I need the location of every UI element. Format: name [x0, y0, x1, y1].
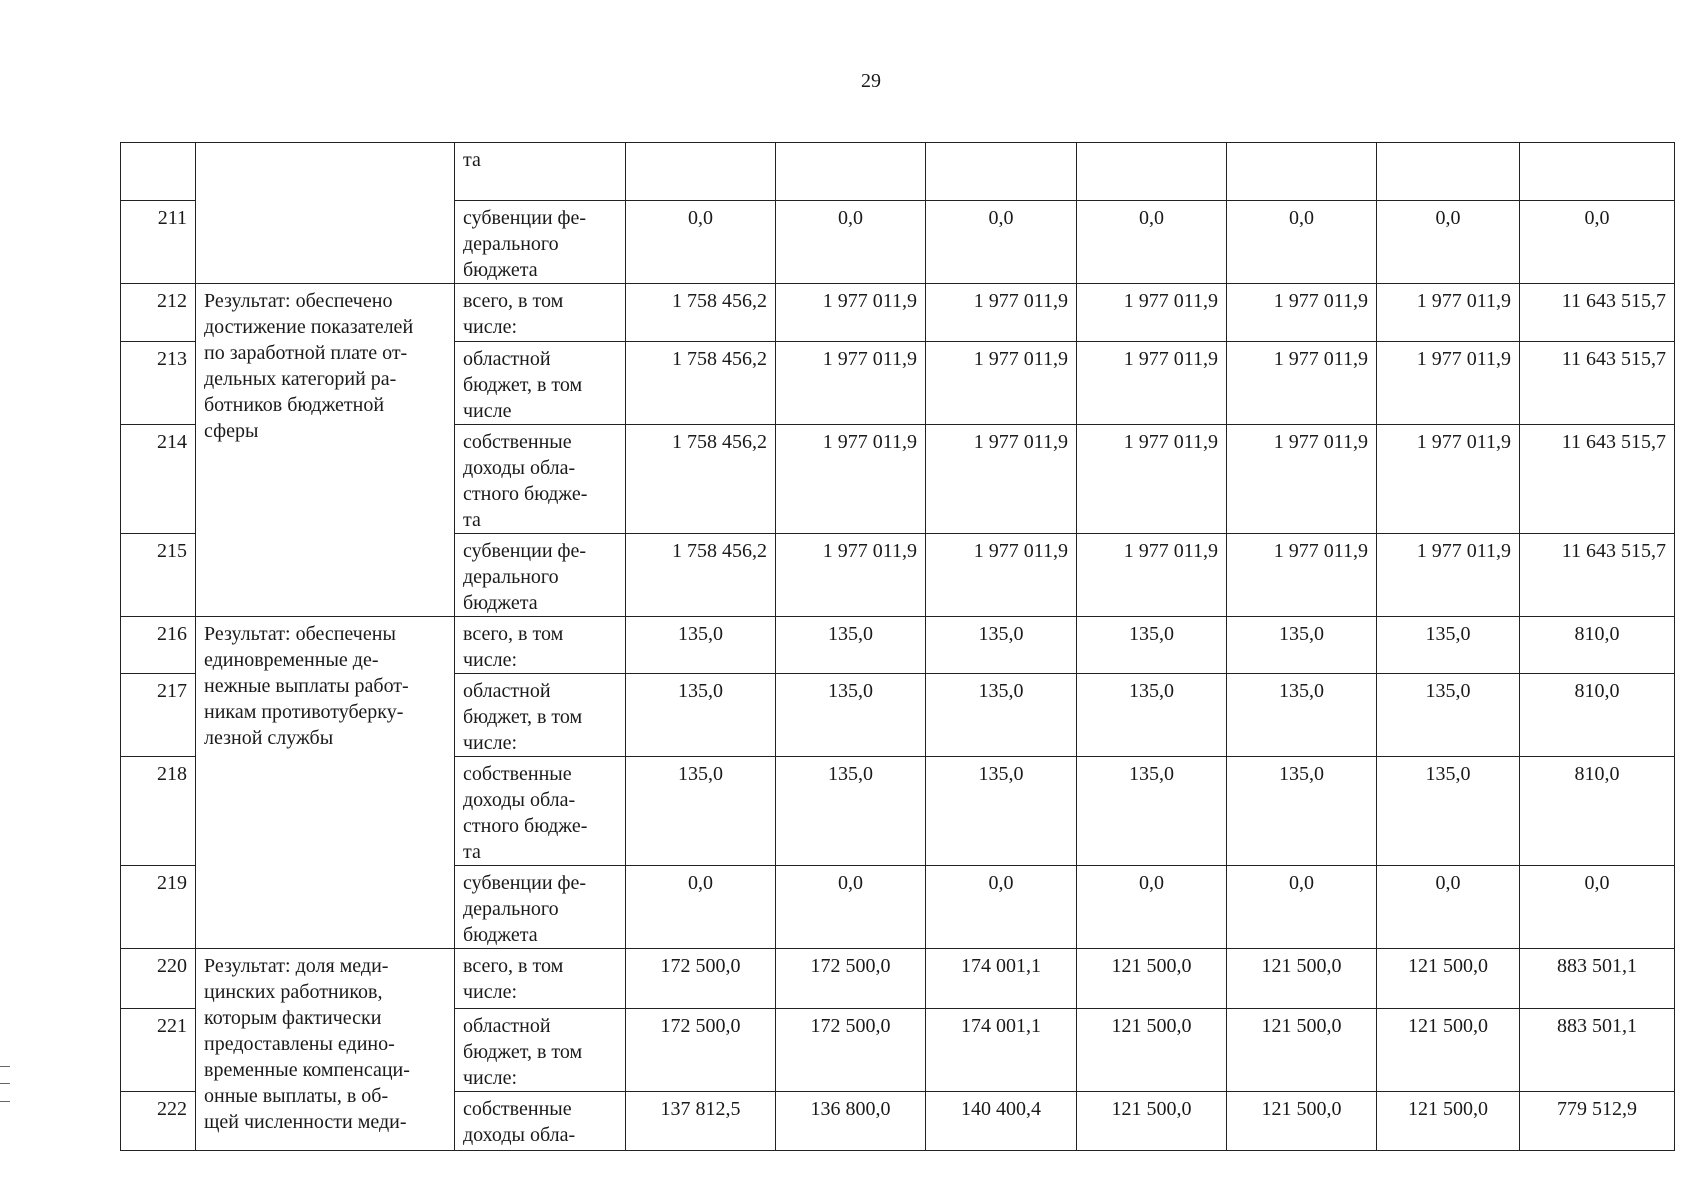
funding-source: собственные доходы обла- стного бюдже- та	[455, 425, 626, 534]
year-value: 1 977 011,9	[1227, 284, 1377, 342]
result-description	[196, 143, 455, 284]
year-value: 135,0	[1077, 617, 1227, 674]
year-value: 140 400,4	[926, 1092, 1077, 1151]
row-number: 217	[121, 674, 196, 757]
funding-source: всего, в том числе:	[455, 284, 626, 342]
table-row	[121, 617, 1675, 674]
year-value: 135,0	[1227, 617, 1377, 674]
total-value	[1520, 143, 1675, 201]
table-body	[121, 143, 1675, 1151]
page-number: 29	[861, 70, 881, 92]
year-value	[626, 143, 776, 201]
year-value: 135,0	[1377, 757, 1520, 866]
year-value: 135,0	[776, 757, 926, 866]
year-value: 135,0	[926, 617, 1077, 674]
year-value: 135,0	[1077, 757, 1227, 866]
row-number: 216	[121, 617, 196, 674]
row-number: 222	[121, 1092, 196, 1151]
year-value: 172 500,0	[776, 949, 926, 1009]
year-value: 0,0	[1077, 201, 1227, 284]
row-number	[121, 143, 196, 201]
year-value: 136 800,0	[776, 1092, 926, 1151]
year-value: 135,0	[926, 674, 1077, 757]
funding-source: та	[455, 143, 626, 201]
result-description: Результат: доля меди- цинских работников, которым фактически предоставлены едино- временные компенсаци- онные выплаты, в об- щей численности меди-	[196, 949, 455, 1151]
year-value: 172 500,0	[626, 949, 776, 1009]
year-value: 0,0	[1227, 201, 1377, 284]
year-value: 121 500,0	[1377, 949, 1520, 1009]
total-value: 810,0	[1520, 757, 1675, 866]
year-value: 135,0	[626, 674, 776, 757]
year-value: 1 758 456,2	[626, 342, 776, 425]
year-value: 121 500,0	[1377, 1009, 1520, 1092]
year-value: 135,0	[1377, 674, 1520, 757]
year-value: 121 500,0	[1077, 1092, 1227, 1151]
total-value: 883 501,1	[1520, 949, 1675, 1009]
year-value: 135,0	[776, 617, 926, 674]
year-value: 172 500,0	[626, 1009, 776, 1092]
year-value: 135,0	[1077, 674, 1227, 757]
table-row	[121, 949, 1675, 1009]
year-value: 1 977 011,9	[1227, 534, 1377, 617]
year-value: 121 500,0	[1227, 1009, 1377, 1092]
table-row	[121, 143, 1675, 201]
funding-source: субвенции фе- дерального бюджета	[455, 201, 626, 284]
year-value: 135,0	[926, 757, 1077, 866]
funding-source: всего, в том числе:	[455, 617, 626, 674]
year-value	[926, 143, 1077, 201]
year-value: 1 977 011,9	[926, 342, 1077, 425]
total-value: 883 501,1	[1520, 1009, 1675, 1092]
total-value: 810,0	[1520, 674, 1675, 757]
funding-source: собственные доходы обла-	[455, 1092, 626, 1151]
table-row	[121, 284, 1675, 342]
year-value: 1 758 456,2	[626, 534, 776, 617]
year-value	[1227, 143, 1377, 201]
year-value: 1 977 011,9	[926, 425, 1077, 534]
year-value: 1 977 011,9	[1377, 534, 1520, 617]
year-value: 1 977 011,9	[776, 342, 926, 425]
year-value: 121 500,0	[1227, 949, 1377, 1009]
total-value: 779 512,9	[1520, 1092, 1675, 1151]
year-value: 0,0	[926, 201, 1077, 284]
year-value: 1 977 011,9	[1377, 284, 1520, 342]
total-value: 0,0	[1520, 201, 1675, 284]
year-value: 1 977 011,9	[1227, 425, 1377, 534]
year-value: 1 977 011,9	[1377, 342, 1520, 425]
year-value: 1 977 011,9	[926, 534, 1077, 617]
year-value: 1 977 011,9	[1377, 425, 1520, 534]
year-value: 0,0	[1377, 866, 1520, 949]
funding-source: собственные доходы обла- стного бюдже- та	[455, 757, 626, 866]
year-value	[1077, 143, 1227, 201]
year-value: 1 977 011,9	[776, 425, 926, 534]
year-value: 135,0	[1377, 617, 1520, 674]
year-value: 0,0	[1227, 866, 1377, 949]
year-value: 1 758 456,2	[626, 425, 776, 534]
year-value: 1 977 011,9	[1077, 284, 1227, 342]
funding-source: всего, в том числе:	[455, 949, 626, 1009]
year-value: 172 500,0	[776, 1009, 926, 1092]
year-value: 121 500,0	[1227, 1092, 1377, 1151]
year-value: 0,0	[776, 866, 926, 949]
total-value: 11 643 515,7	[1520, 342, 1675, 425]
budget-table	[120, 142, 1675, 1151]
total-value: 11 643 515,7	[1520, 534, 1675, 617]
total-value: 11 643 515,7	[1520, 425, 1675, 534]
year-value: 135,0	[1227, 757, 1377, 866]
year-value: 137 812,5	[626, 1092, 776, 1151]
year-value: 0,0	[1077, 866, 1227, 949]
year-value: 135,0	[626, 617, 776, 674]
year-value: 135,0	[776, 674, 926, 757]
total-value: 11 643 515,7	[1520, 284, 1675, 342]
row-number: 211	[121, 201, 196, 284]
funding-source: субвенции фе- дерального бюджета	[455, 534, 626, 617]
year-value: 1 977 011,9	[1077, 534, 1227, 617]
result-description: Результат: обеспечено достижение показателей по заработной плате от- дельных категорий ра- ботников бюджетной сферы	[196, 284, 455, 617]
row-number: 219	[121, 866, 196, 949]
funding-source: областной бюджет, в том числе:	[455, 1009, 626, 1092]
year-value: 1 977 011,9	[926, 284, 1077, 342]
year-value: 1 977 011,9	[1077, 425, 1227, 534]
row-number: 212	[121, 284, 196, 342]
row-number: 213	[121, 342, 196, 425]
row-number: 215	[121, 534, 196, 617]
year-value: 1 977 011,9	[1077, 342, 1227, 425]
year-value: 0,0	[1377, 201, 1520, 284]
year-value: 0,0	[626, 866, 776, 949]
row-number: 218	[121, 757, 196, 866]
funding-source: областной бюджет, в том числе	[455, 342, 626, 425]
year-value: 174 001,1	[926, 949, 1077, 1009]
year-value: 1 977 011,9	[1227, 342, 1377, 425]
row-number: 214	[121, 425, 196, 534]
year-value: 0,0	[776, 201, 926, 284]
funding-source: областной бюджет, в том числе:	[455, 674, 626, 757]
result-description: Результат: обеспечены единовременные де- нежные выплаты работ- никам противотуберку- лезной службы	[196, 617, 455, 949]
year-value: 0,0	[626, 201, 776, 284]
row-number: 221	[121, 1009, 196, 1092]
year-value: 121 500,0	[1077, 1009, 1227, 1092]
total-value: 0,0	[1520, 866, 1675, 949]
year-value: 1 977 011,9	[776, 284, 926, 342]
year-value	[1377, 143, 1520, 201]
year-value: 121 500,0	[1077, 949, 1227, 1009]
funding-source: субвенции фе- дерального бюджета	[455, 866, 626, 949]
year-value: 1 758 456,2	[626, 284, 776, 342]
year-value: 0,0	[926, 866, 1077, 949]
year-value: 135,0	[626, 757, 776, 866]
year-value: 1 977 011,9	[776, 534, 926, 617]
year-value: 135,0	[1227, 674, 1377, 757]
year-value	[776, 143, 926, 201]
year-value: 174 001,1	[926, 1009, 1077, 1092]
margin-mark	[0, 1066, 10, 1102]
year-value: 121 500,0	[1377, 1092, 1520, 1151]
total-value: 810,0	[1520, 617, 1675, 674]
row-number: 220	[121, 949, 196, 1009]
